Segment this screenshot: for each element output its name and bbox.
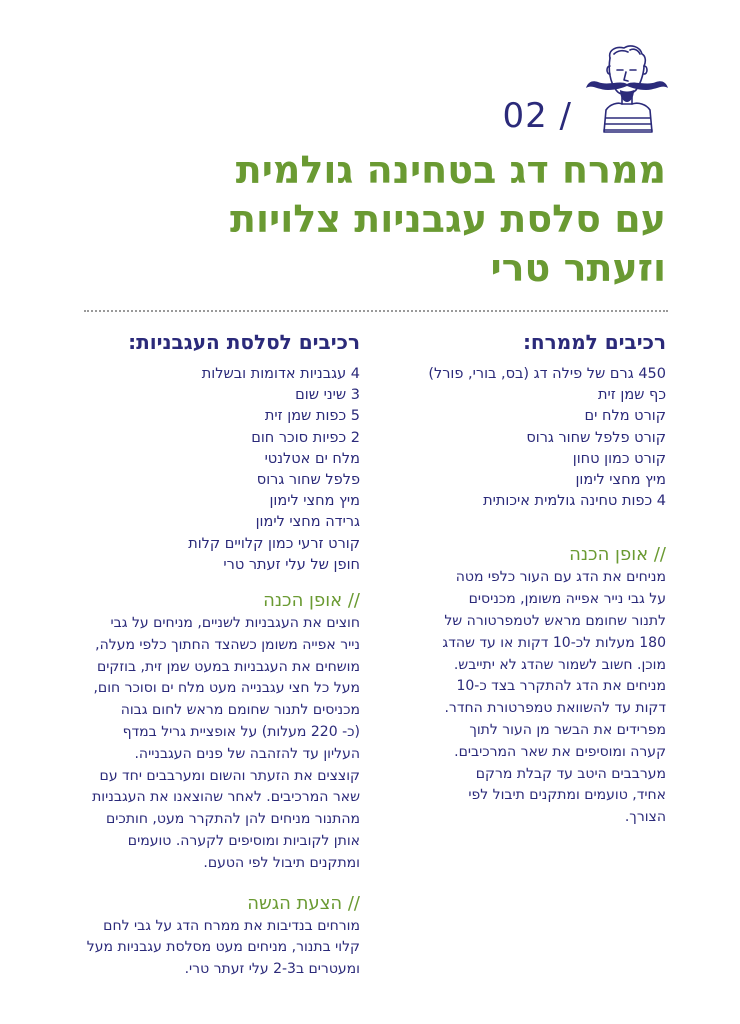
list-item: 3 שיני שום — [295, 387, 360, 404]
text-line: קערה ומוסיפים את שאר המרכיבים. — [454, 743, 666, 760]
text-line: אותן לקוביות ומוסיפים לקערה. טועמים — [127, 833, 360, 849]
text-line: העליון עד להזהבה של פנים העגבנייה. — [134, 745, 360, 762]
list-item: 5 כפות שמן זית — [264, 408, 360, 425]
text-line: מערבבים היטב עד קבלת מרקם — [475, 765, 666, 782]
text-line: מניחים את הדג עם העור כלפי מטה — [455, 569, 666, 586]
spread-method-text — [402, 567, 666, 829]
list-item: מיץ מחצי לימון — [269, 493, 360, 510]
text-line: נייר אפייה משומן כשהצד החתוך כלפי מעלה, — [95, 636, 360, 653]
list-item: מיץ מחצי לימון — [575, 472, 666, 489]
text-line: (כ- 220 מעלות) על אופציית גריל במדף — [122, 724, 360, 741]
list-item: 450 גרם של פילה דג (בס, בורי, פורל) — [428, 366, 666, 382]
text-line: מהתנור מניחים להן להתקרר מעט, חותכים — [106, 811, 360, 828]
spread-ingredients-heading: רכיבים לממרח: — [522, 330, 666, 354]
mascot-illustration — [584, 44, 670, 134]
text-line: מושחים את העגבניות במעט שמן זית, בוזקים — [96, 658, 360, 675]
list-item: קורט כמון טחון — [572, 450, 666, 467]
text-line: מוכן. חשוב לשמור שהדג לא יתייבש. — [453, 656, 666, 673]
title-line: וזעתר טרי — [490, 246, 666, 290]
text-line: ומתקנים תיבול לפי הטעם. — [203, 854, 360, 871]
text-line: מעל כל חצי עגבנייה מעט מלח ים וסוכר חום, — [93, 680, 360, 697]
text-line: מפרידים את הבשר מן העור לתוך — [469, 722, 666, 738]
dotted-divider — [84, 310, 668, 312]
text-line: 180 מעלות לכ-10 דקות או עד שהדג — [442, 634, 666, 651]
list-item: 4 כפות טחינה גולמית איכותית — [483, 493, 666, 510]
title-line: ממרח דג בטחינה גולמית — [235, 148, 666, 192]
list-item: מלח ים אטלנטי — [264, 450, 360, 467]
text-line: קוצצים את הזעתר והשום ומערבבים יחד עם — [99, 767, 360, 784]
text-line: אחיד, טועמים ומתקנים תיבול לפי — [468, 787, 666, 804]
serving-heading: // הצעת הגשה — [247, 892, 360, 914]
spread-ingredients-list — [402, 364, 666, 512]
text-line: חוצים את העגבניות לשניים, מניחים על גבי — [110, 615, 360, 632]
spread-method-heading: // אופן הכנה — [569, 544, 666, 566]
list-item: 2 כפיות סוכר חום — [251, 429, 360, 446]
salsa-ingredients-list — [80, 364, 360, 576]
list-item: קורט זרעי כמון קלויים קלות — [188, 535, 360, 552]
spread-column — [402, 330, 666, 829]
text-line: על גבי נייר אפייה משומן, מכניסים — [468, 591, 666, 608]
salsa-method-text — [80, 613, 360, 875]
text-line: ומעטרים ב2-3 עלי זעתר טרי. — [184, 961, 360, 978]
text-line: דקות עד להשוואת טמפרטורת החדר. — [444, 700, 666, 717]
text-line: קלוי בתנור, מניחים מעט מסלסת עגבניות מעל — [86, 939, 360, 956]
list-item: פלפל שחור גרוס — [256, 472, 360, 489]
title-line: עם סלסת עגבניות צלויות — [230, 197, 666, 241]
salsa-method-heading: // אופן הכנה — [263, 590, 360, 612]
salsa-ingredients-heading: רכיבים לסלסת העגבניות: — [128, 330, 360, 354]
recipe-title — [106, 146, 666, 293]
list-item: כף שמן זית — [597, 387, 666, 404]
salsa-column — [80, 330, 360, 981]
list-item: חופן של עלי זעתר טרי — [223, 556, 360, 573]
text-line: הצורך. — [624, 809, 666, 826]
list-item: גרידה מחצי לימון — [255, 514, 360, 531]
text-line: מכניסים לתנור שחומם מראש לחום גבוה — [120, 702, 360, 719]
text-line: לתנור שחומם מראש לטמפרטורה של — [444, 613, 666, 630]
page-number: 02 / — [502, 96, 572, 136]
list-item: 4 עגבניות אדומות ובשלות — [201, 366, 360, 382]
serving-text — [80, 916, 360, 981]
list-item: קורט פלפל שחור גרוס — [526, 429, 666, 446]
text-line: מניחים את הדג להתקרר בצד כ-10 — [456, 678, 666, 695]
text-line: שאר המרכיבים. לאחר שהוצאנו את העגבניות — [92, 789, 360, 806]
text-line: מורחים בנדיבות את ממרח הדג על גבי לחם — [103, 917, 360, 934]
list-item: קורט מלח ים — [584, 408, 666, 425]
